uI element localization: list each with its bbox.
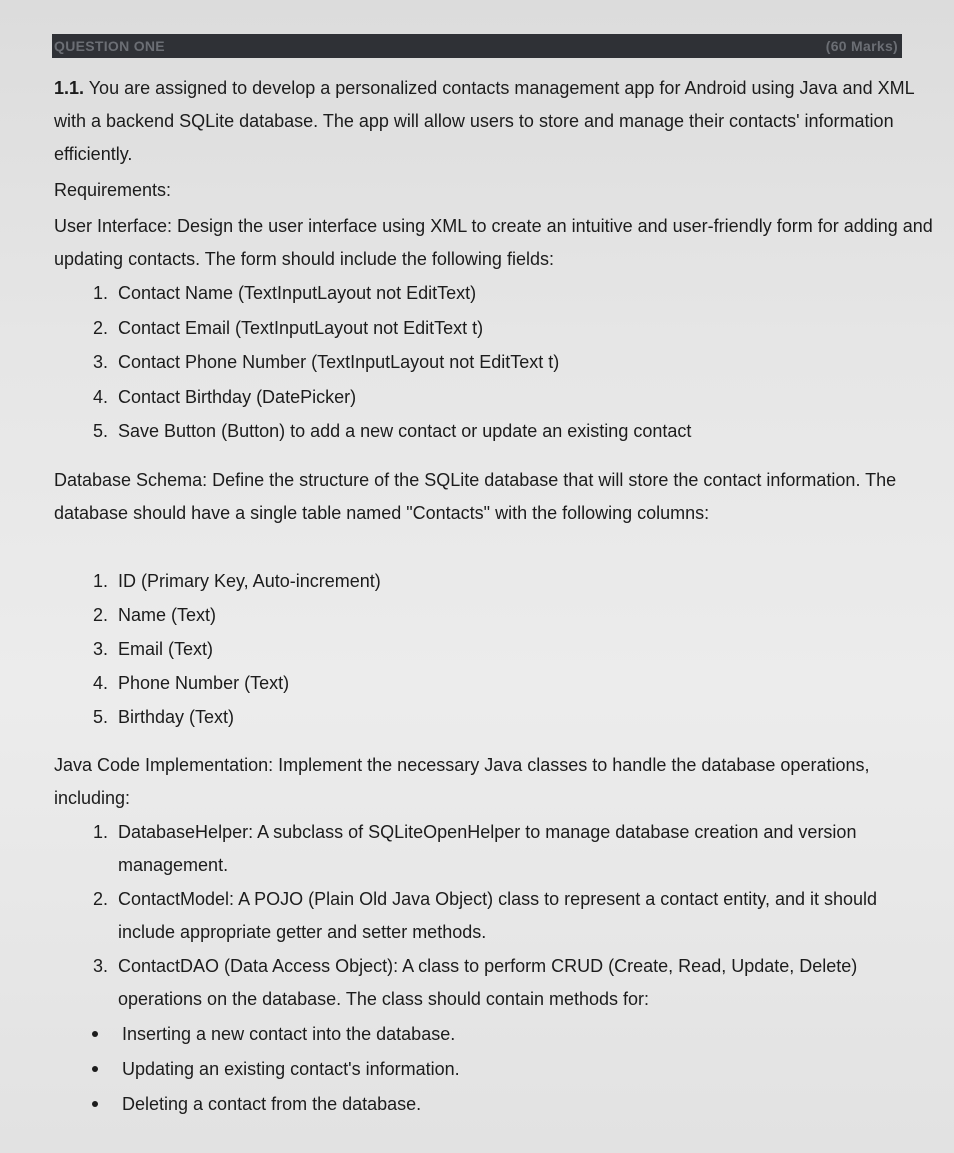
question-marks: (60 Marks) bbox=[825, 38, 898, 54]
item-text: DatabaseHelper: A subclass of SQLiteOpenHelper to manage database creation and version management. bbox=[118, 822, 857, 875]
bullet-icon bbox=[92, 1066, 98, 1072]
list-item bbox=[84, 1017, 884, 1052]
item-number: 2. bbox=[92, 605, 108, 625]
item-text: Deleting a contact from the database. bbox=[122, 1094, 422, 1114]
item-text: Email (Text) bbox=[118, 639, 214, 659]
item-number: 1. bbox=[92, 822, 108, 842]
item-number: 2. bbox=[92, 317, 108, 338]
item-number: 4. bbox=[92, 673, 108, 693]
list-item bbox=[84, 632, 904, 666]
item-text: ID (Primary Key, Auto-increment) bbox=[118, 571, 381, 591]
list-item bbox=[84, 598, 904, 632]
question-header-bar bbox=[52, 34, 902, 58]
item-number: 1. bbox=[92, 571, 108, 591]
list-item bbox=[84, 1052, 884, 1087]
question-number: 1.1. bbox=[54, 78, 85, 98]
item-number: 3. bbox=[92, 956, 108, 976]
intro-text: You are assigned to develop a personalized contacts management app for Android using Java and XML with a backend SQLite database. The app will allow users to store and manage their contacts' information efficiently. bbox=[54, 78, 914, 164]
intro-paragraph bbox=[54, 72, 934, 171]
java-classes-list bbox=[84, 816, 884, 1017]
item-text: Inserting a new contact into the database. bbox=[122, 1024, 456, 1044]
list-item bbox=[84, 311, 904, 346]
list-item bbox=[84, 1087, 884, 1122]
db-columns-list bbox=[84, 564, 904, 734]
crud-methods-list bbox=[84, 1017, 884, 1122]
item-text: ContactDAO (Data Access Object): A class to perform CRUD (Create, Read, Update, Delete) operations on the database. The class should contain methods for: bbox=[118, 956, 858, 1009]
list-item bbox=[84, 700, 904, 734]
question-title: QUESTION ONE bbox=[54, 38, 165, 54]
list-item bbox=[84, 276, 904, 311]
list-item bbox=[84, 950, 884, 1016]
item-number: 5. bbox=[92, 707, 108, 727]
item-text: Contact Name (TextInputLayout not EditText) bbox=[118, 283, 477, 303]
java-implementation-description bbox=[54, 749, 934, 815]
item-text: Birthday (Text) bbox=[118, 707, 235, 727]
requirements-heading bbox=[54, 173, 934, 207]
item-text: Updating an existing contact's information. bbox=[122, 1059, 460, 1079]
list-item bbox=[84, 345, 904, 380]
item-text: Contact Email (TextInputLayout not EditText t) bbox=[118, 317, 484, 338]
db-description-text: Database Schema: Define the structure of the SQLite database that will store the contact information. The database should have a single table named "Contacts" with the following columns: bbox=[54, 470, 897, 523]
ui-fields-list bbox=[84, 276, 904, 449]
db-schema-description bbox=[54, 464, 934, 530]
item-text: Contact Phone Number (TextInputLayout not EditText t) bbox=[118, 352, 560, 372]
item-number: 3. bbox=[92, 639, 108, 659]
item-number: 4. bbox=[92, 386, 108, 407]
item-text: Contact Birthday (DatePicker) bbox=[118, 386, 357, 407]
ui-description-text: User Interface: Design the user interface using XML to create an intuitive and user-friendly form for adding and updating contacts. The form should include the following fields: bbox=[54, 216, 933, 269]
java-description-text: Java Code Implementation: Implement the necessary Java classes to handle the database operations, including: bbox=[54, 755, 870, 808]
item-number: 5. bbox=[92, 421, 108, 441]
item-number: 2. bbox=[92, 889, 108, 909]
list-item bbox=[84, 414, 904, 449]
item-text: ContactModel: A POJO (Plain Old Java Object) class to represent a contact entity, and it should include appropriate getter and setter methods. bbox=[118, 889, 878, 942]
ui-description bbox=[54, 210, 934, 276]
item-text: Phone Number (Text) bbox=[118, 673, 290, 693]
list-item bbox=[84, 380, 904, 415]
item-text: Save Button (Button) to add a new contact or update an existing contact bbox=[118, 421, 692, 441]
item-number: 1. bbox=[92, 283, 108, 303]
bullet-icon bbox=[92, 1031, 98, 1037]
list-item bbox=[84, 666, 904, 700]
item-number: 3. bbox=[92, 352, 108, 372]
bullet-icon bbox=[92, 1101, 98, 1107]
list-item bbox=[84, 564, 904, 598]
requirements-label: Requirements: bbox=[54, 180, 172, 200]
list-item bbox=[84, 816, 884, 882]
item-text: Name (Text) bbox=[118, 605, 217, 625]
list-item bbox=[84, 883, 884, 949]
